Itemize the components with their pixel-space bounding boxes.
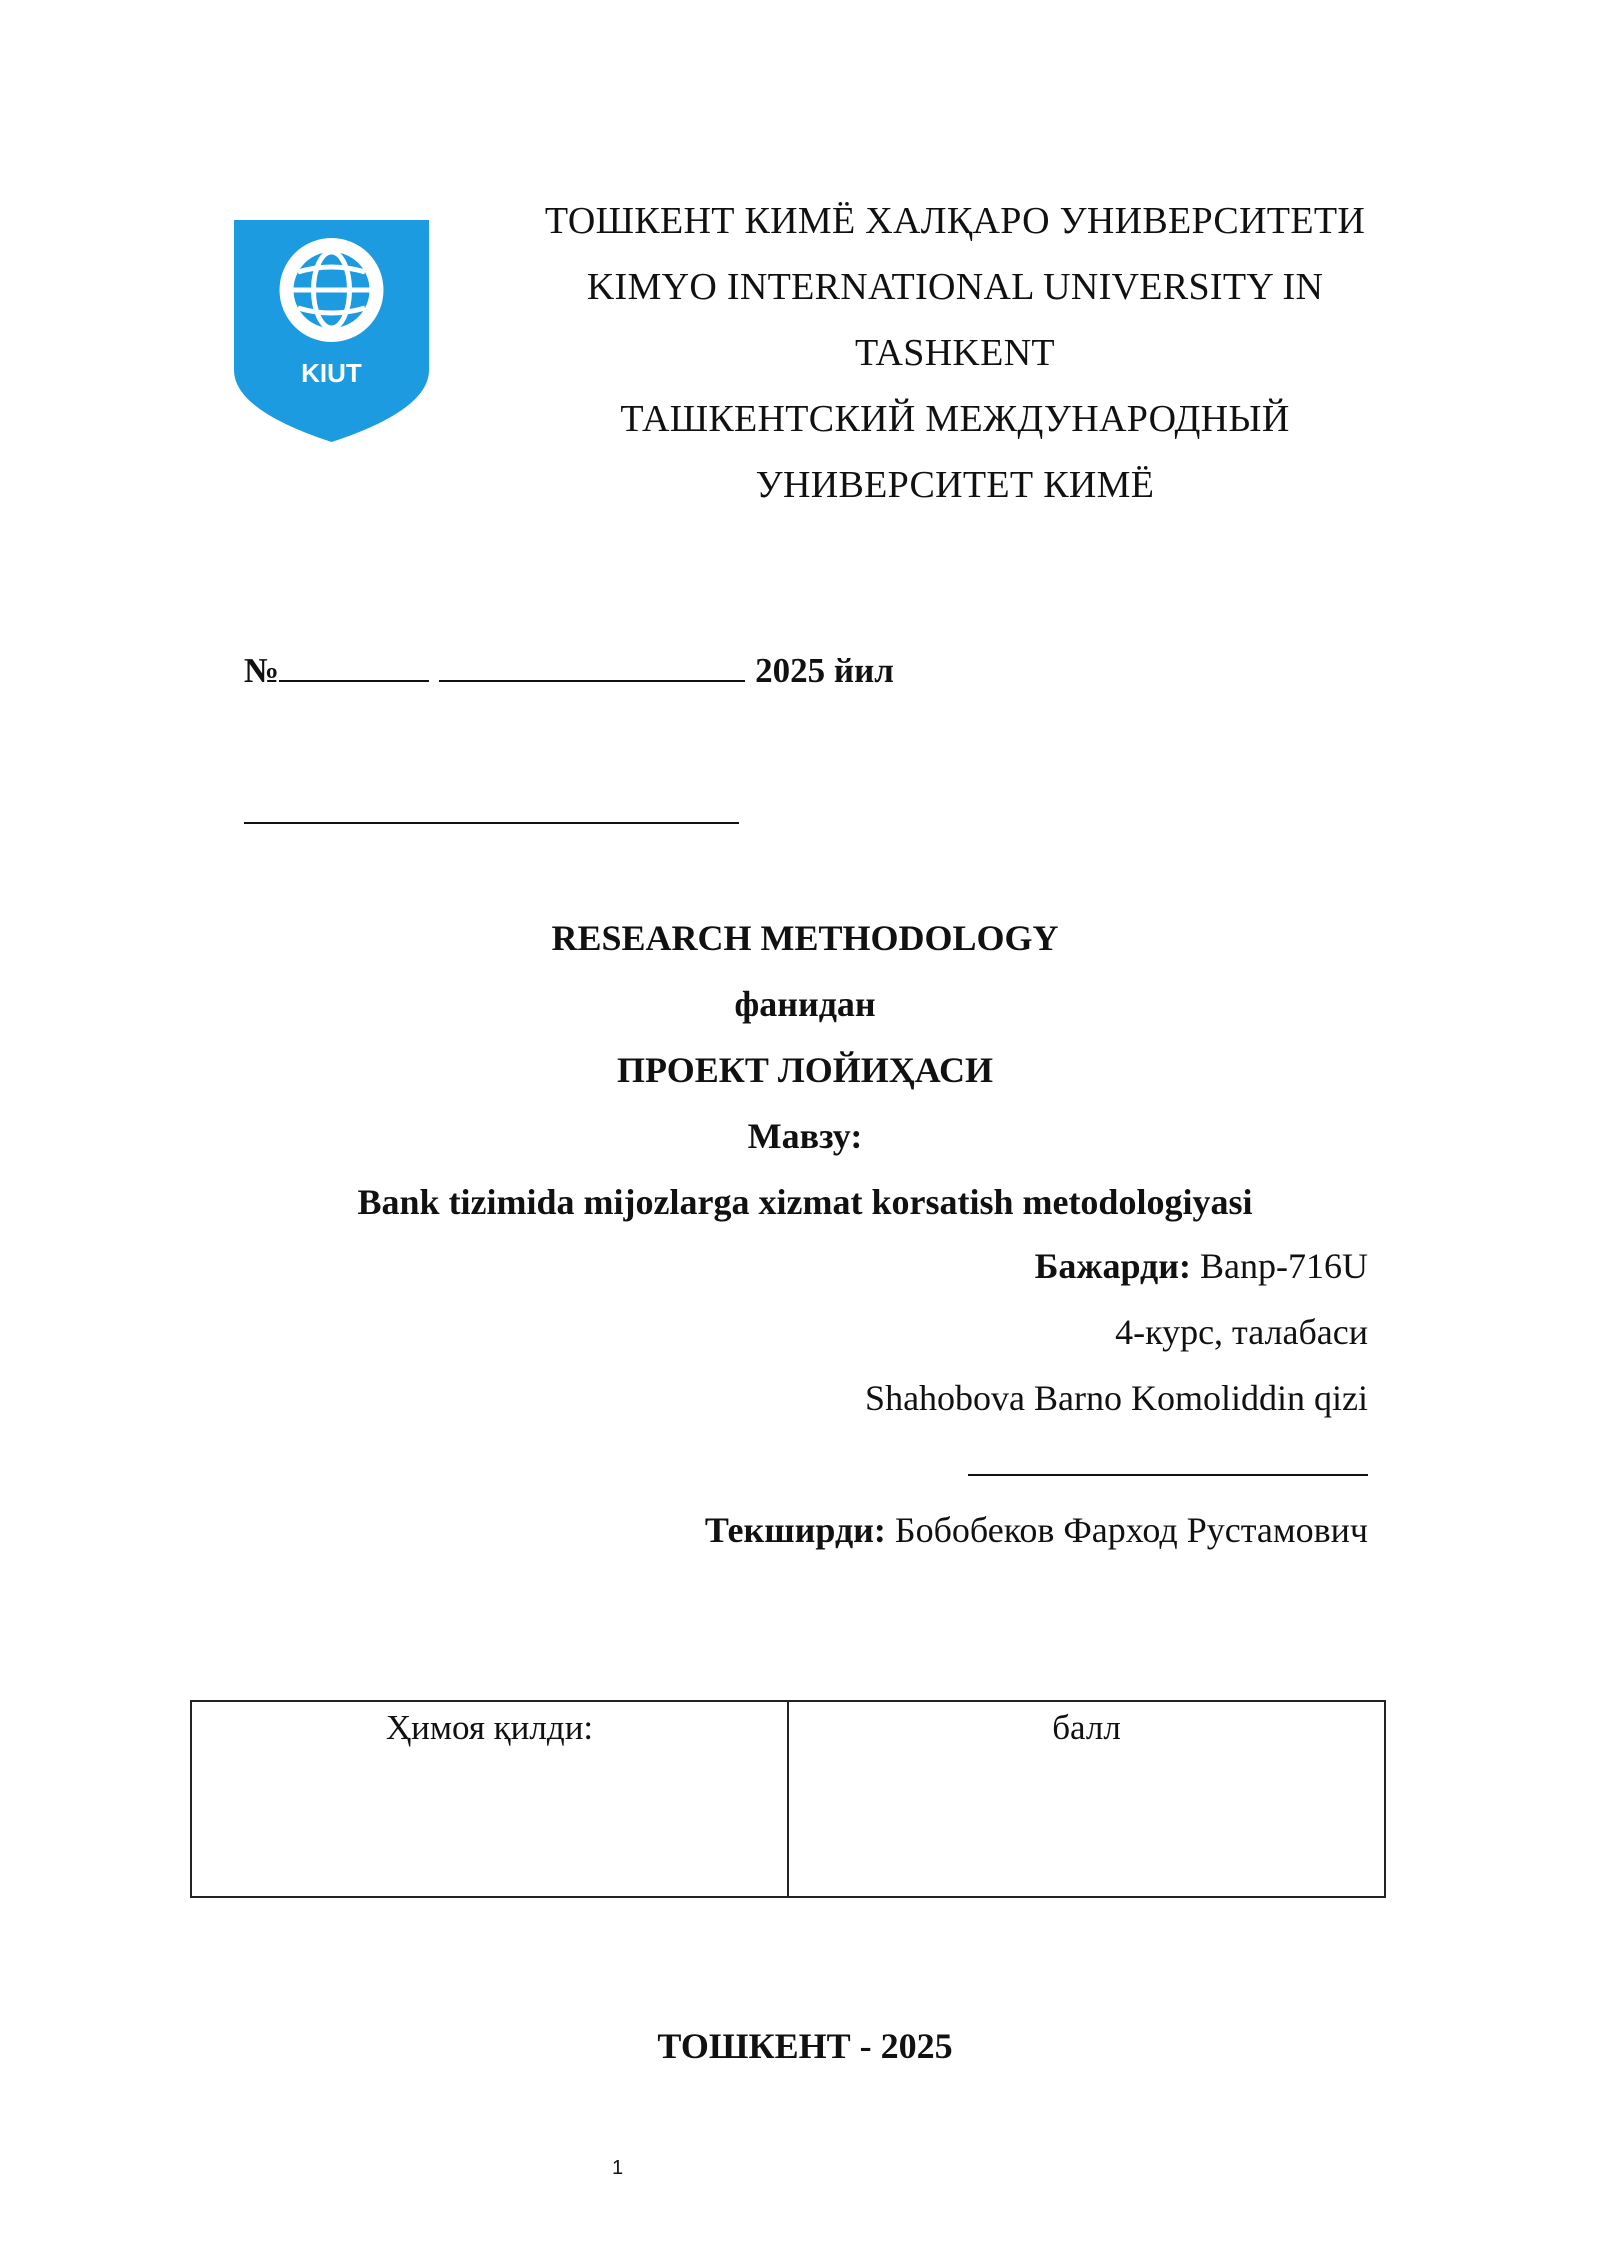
logo-text: KIUT [301,358,362,388]
student-name: Shahobova Barno Komoliddin qizi [865,1378,1368,1418]
year-text: 2025 йил [755,651,894,690]
university-name-ru-line1: ТАШКЕНТСКИЙ МЕЖДУНАРОДНЫЙ [620,398,1290,440]
table-row [191,1701,1385,1897]
university-name-ru-line2: УНИВЕРСИТЕТ КИМЁ [755,464,1155,506]
course-line: 4-курс, талабаси [1115,1312,1368,1352]
document-type: ПРОЕКТ ЛОЙИҲАСИ [617,1050,993,1090]
subject-title: RESEARCH METHODOLOGY [551,918,1059,958]
kiut-shield-icon [234,220,429,442]
topic-label: Мавзу: [747,1116,863,1156]
performed-by-label: Бажарди: [1034,1246,1192,1286]
signature-blank [244,822,739,824]
number-blank [279,650,429,682]
topic-text: Bank tizimida mijozlarga xizmat korsatish metodologiyasi [357,1182,1253,1222]
title-block [0,905,1600,1235]
score-cell: балл [788,1701,1385,1897]
subject-suffix: фанидан [734,984,876,1024]
number-sign: № [244,651,280,690]
university-logo [234,220,429,442]
city-year: ТОШКЕНТ - 2025 [657,2026,953,2066]
defended-cell: Ҳимоя қилди: [191,1701,788,1897]
university-name-en-line2: TASHKENT [855,332,1055,374]
checker-name: Бобобеков Фарход Рустамович [894,1510,1368,1550]
student-signature-blank [968,1438,1368,1476]
registration-line [244,650,894,691]
student-signature-line [705,1431,1368,1497]
author-block [705,1233,1368,1563]
page-number: 1 [612,2157,624,2179]
defense-table [190,1700,1386,1898]
university-name-uz: ТОШКЕНТ КИМЁ ХАЛҚАРО УНИВЕРСИТЕТИ [544,200,1366,242]
university-name-en-line1: KIMYO INTERNATIONAL UNIVERSITY IN [586,266,1324,308]
date-blank [439,650,745,682]
university-header [530,188,1380,518]
performed-by-line [705,1233,1368,1299]
group-code: Banp-716U [1200,1246,1368,1286]
checked-by-label: Текширди: [704,1510,886,1550]
checked-by-line [705,1497,1368,1563]
